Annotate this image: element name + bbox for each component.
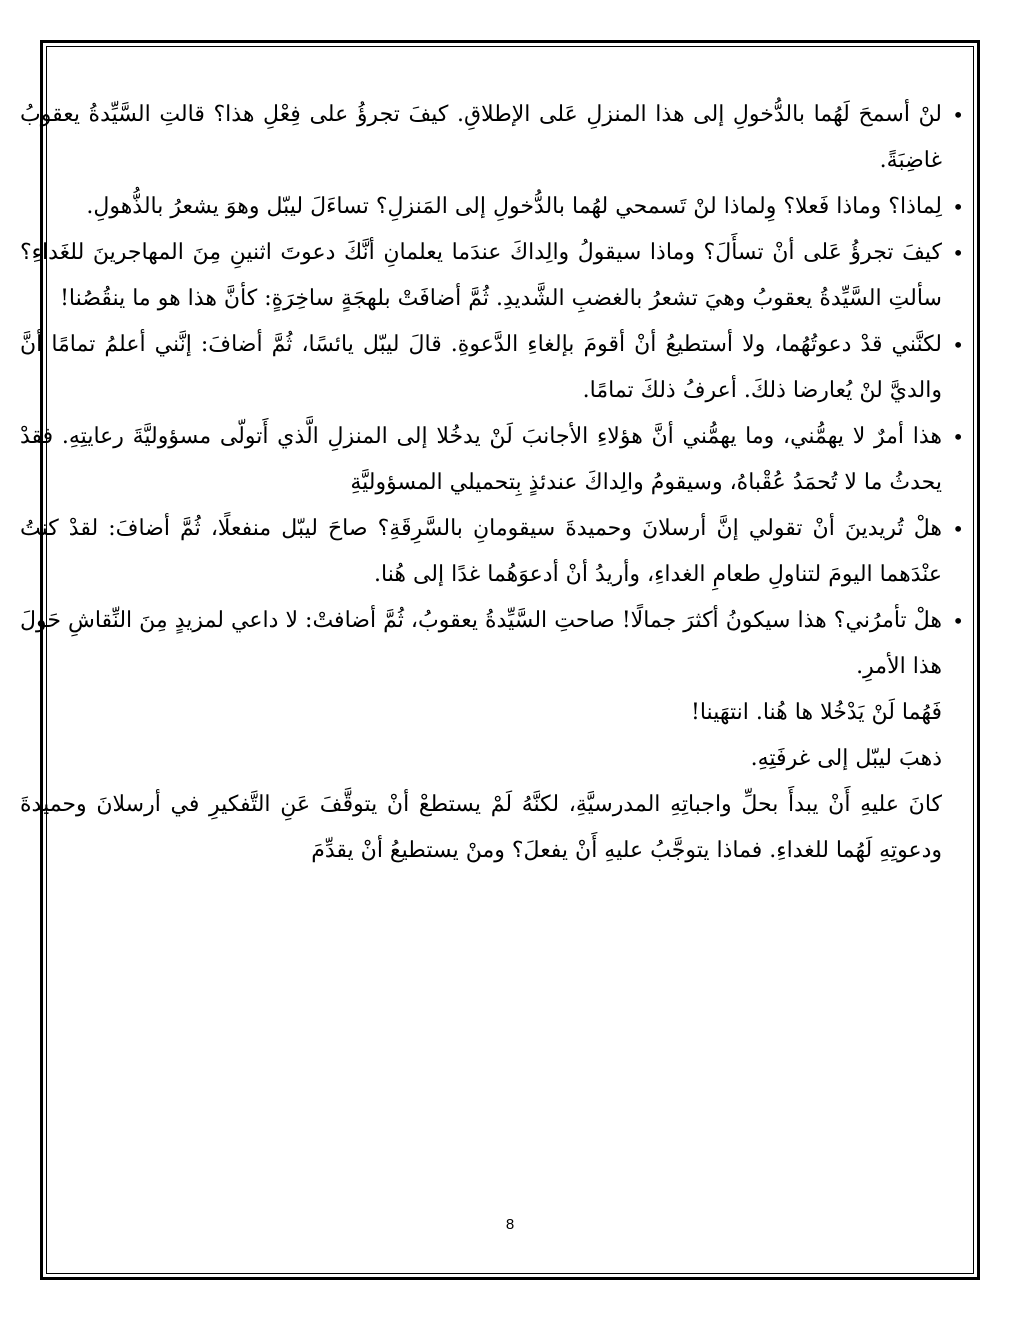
paragraph-8: فَهُما لَنْ يَدْخُلا ها هُنا. انتهَينا! [691, 700, 942, 725]
document-body [20, 92, 970, 874]
paragraph-5: • هذا أمرٌ لا يهمُّني، وما يهمُّني أنَّ هؤلاءِ الأجانبَ لَنْ يدخُلا إلى المنزلِ الَّذي أَتولّى مسؤوليَّةَ رعايتِهِ. فقدْ يحدثُ ما لا تُحمَدُ عُقْباهُ، وسيقومُ والِداكَ عندئذٍ بِتحميلي المسؤوليَّةِ [20, 414, 970, 506]
paragraph-7: • هلْ تأمرُني؟ هذا سيكونُ أكثرَ جمالًا! صاحتِ السَّيِّدةُ يعقوبُ، ثُمَّ أضافتْ: لا داعي لمزيدٍ مِنَ النِّقاشِ حَولَ هذا الأمرِ. [20, 598, 970, 690]
paragraph-2: • لِماذا؟ وماذا فَعلا؟ وِلماذا لنْ تَسمحي لهُما بالدُّخولِ إلى المَنزلِ؟ تساءَلَ ليبّل وهوَ يشعرُ بالذُّهولِ. [20, 184, 970, 230]
paragraph-3: • كيفَ تجرؤُ عَلى أنْ تسأَلَ؟ وماذا سيقولُ والِداكَ عندَما يعلمانِ أنَّكَ دعوتَ اثنينِ مِنَ المهاجرينَ للغَداءِ؟ سألتِ السَّيِّدةُ يعقوبُ وهيَ تشعرُ بالغضبِ الشَّديدِ. ثُمَّ أضافَتْ بلهجَةٍ ساخِرَةٍ: كأنَّ هذا هو ما ينقُصُنا! [20, 230, 970, 322]
paragraph-9: ذهبَ ليبّل إلى غرفَتِهِ. [750, 746, 942, 771]
paragraph-10: كانَ عليهِ أَنْ يبدأَ بحلِّ واجباتِهِ المدرسيَّةِ، لكنَّهُ لَمْ يستطعْ أنْ يتوقَّفَ عَنِ التَّفكيرِ في أرسلانَ وحميدةَ ودعوتِهِ لَهُما للغداءِ. فماذا يتوجَّبُ عليهِ أَنْ يفعلَ؟ ومنْ يستطيعُ أنْ يقدِّمَ [20, 792, 942, 863]
paragraph-6: • هلْ تُريدينَ أنْ تقولي إنَّ أرسلانَ وحميدةَ سيقومانِ بالسَّرِقَةِ؟ صاحَ ليبّل منفعلًا، ثُمَّ أضافَ: لقدْ كنتُ عنْدَهما اليومَ لتناولِ طعامِ الغداءِ، وأريدُ أنْ أدعوَهُما غدًا إلى هُنا. [20, 506, 970, 598]
paragraph-1: • لنْ أسمحَ لَهُما بالدُّخولِ إلى هذا المنزلِ عَلى الإطلاقِ. كيفَ تجرؤُ على فِعْلِ هذا؟ قالتِ السَّيِّدةُ يعقوبُ غاضِبَةً. [20, 92, 970, 184]
paragraph-4: • لكنَّني قدْ دعوتُهُما، ولا أستطيعُ أنْ أقومَ بإلغاءِ الدَّعوةِ. قالَ ليبّل يائسًا، ثُمَّ أضافَ: إنَّني أعلمُ تمامًا أنَّ والديَّ لنْ يُعارضا ذلكَ. أعرفُ ذلكَ تمامًا. [20, 322, 970, 414]
page-number: 8 [505, 1216, 515, 1233]
